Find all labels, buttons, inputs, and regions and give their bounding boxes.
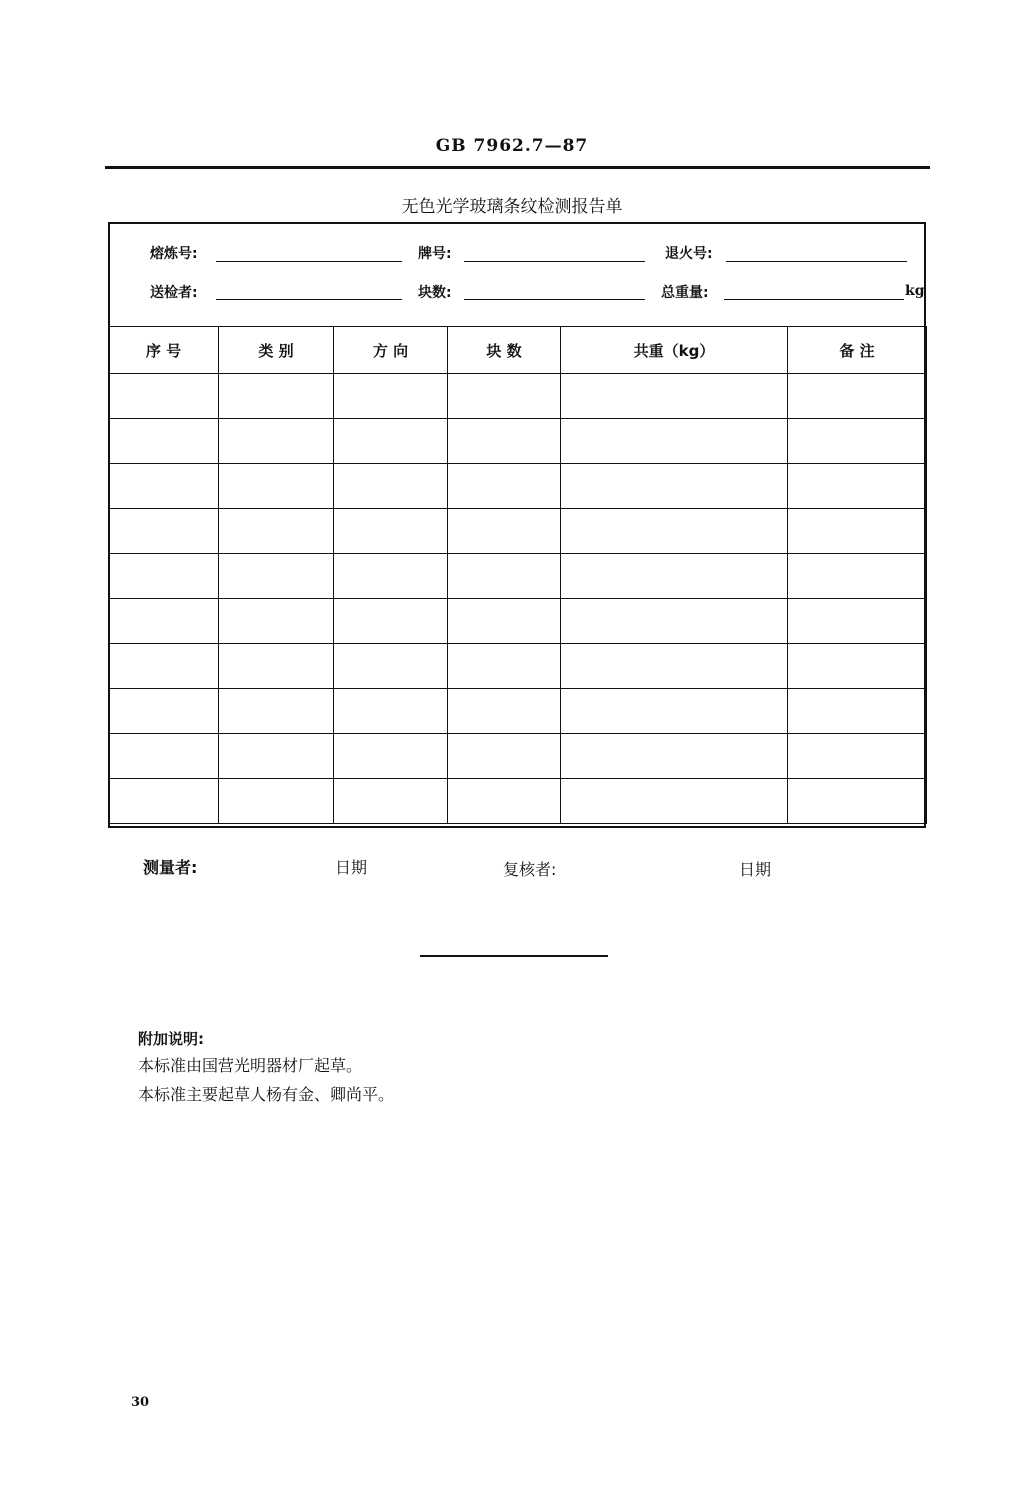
- table-cell[interactable]: [334, 554, 448, 599]
- table-cell[interactable]: [219, 509, 334, 554]
- table-cell[interactable]: [109, 554, 219, 599]
- table-cell[interactable]: [219, 734, 334, 779]
- inspection-records-table: [108, 326, 927, 824]
- note-line: 本标准由国营光明器材厂起草。: [138, 1056, 363, 1075]
- column-header-remarks: 备 注: [788, 327, 927, 374]
- page-number: 30: [131, 1395, 150, 1410]
- table-cell[interactable]: [109, 689, 219, 734]
- table-cell[interactable]: [561, 554, 788, 599]
- table-row: [109, 374, 927, 419]
- section-divider: [420, 955, 608, 957]
- table-cell[interactable]: [448, 644, 561, 689]
- table-row: [109, 554, 927, 599]
- reviewer-label: 复核者:: [503, 860, 557, 879]
- field-label-piece-count: 块数:: [418, 285, 452, 301]
- table-cell[interactable]: [219, 374, 334, 419]
- table-row: [109, 689, 927, 734]
- table-row: [109, 734, 927, 779]
- table-cell[interactable]: [788, 689, 927, 734]
- table-cell[interactable]: [334, 599, 448, 644]
- table-row: [109, 509, 927, 554]
- table-cell[interactable]: [334, 509, 448, 554]
- header-rule: [105, 166, 930, 169]
- field-label-melt-number: 熔炼号:: [150, 246, 198, 262]
- table-cell[interactable]: [219, 419, 334, 464]
- table-cell[interactable]: [334, 734, 448, 779]
- note-line: 本标准主要起草人杨有金、卿尚平。: [138, 1085, 395, 1104]
- table-cell[interactable]: [788, 374, 927, 419]
- table-cell[interactable]: [334, 689, 448, 734]
- table-cell[interactable]: [219, 464, 334, 509]
- table-cell[interactable]: [561, 464, 788, 509]
- table-cell[interactable]: [561, 374, 788, 419]
- table-cell[interactable]: [448, 509, 561, 554]
- annealing-number-input-line[interactable]: [726, 261, 907, 262]
- table-cell[interactable]: [334, 644, 448, 689]
- table-cell[interactable]: [109, 599, 219, 644]
- column-header-direction: 方 向: [334, 327, 448, 374]
- table-header-row: [109, 327, 927, 374]
- table-cell[interactable]: [219, 644, 334, 689]
- table-cell[interactable]: [788, 779, 927, 824]
- field-label-submitter: 送检者:: [150, 285, 198, 301]
- table-cell[interactable]: [448, 419, 561, 464]
- table-cell[interactable]: [561, 644, 788, 689]
- table-cell[interactable]: [561, 779, 788, 824]
- table-cell[interactable]: [448, 464, 561, 509]
- table-cell[interactable]: [788, 419, 927, 464]
- form-title: 无色光学玻璃条纹检测报告单: [401, 197, 623, 217]
- table-cell[interactable]: [109, 644, 219, 689]
- table-row: [109, 779, 927, 824]
- table-cell[interactable]: [334, 464, 448, 509]
- table-cell[interactable]: [109, 374, 219, 419]
- review-date-label: 日期: [739, 860, 772, 879]
- table-cell[interactable]: [448, 734, 561, 779]
- table-cell[interactable]: [788, 734, 927, 779]
- column-header-piece-count: 块 数: [448, 327, 561, 374]
- field-label-total-weight: 总重量:: [661, 285, 709, 301]
- piece-count-input-line[interactable]: [464, 299, 645, 300]
- table-cell[interactable]: [448, 374, 561, 419]
- melt-number-input-line[interactable]: [216, 261, 402, 262]
- column-header-category: 类 别: [219, 327, 334, 374]
- table-row: [109, 599, 927, 644]
- table-cell[interactable]: [788, 599, 927, 644]
- table-cell[interactable]: [788, 464, 927, 509]
- table-cell[interactable]: [109, 779, 219, 824]
- table-cell[interactable]: [561, 509, 788, 554]
- table-cell[interactable]: [109, 734, 219, 779]
- table-cell[interactable]: [788, 554, 927, 599]
- table-cell[interactable]: [334, 419, 448, 464]
- total-weight-unit: kg: [905, 283, 925, 299]
- table-cell[interactable]: [109, 464, 219, 509]
- table-row: [109, 644, 927, 689]
- column-header-total-weight: 共重（kg）: [561, 327, 788, 374]
- column-header-serial: 序 号: [109, 327, 219, 374]
- field-label-annealing-number: 退火号:: [665, 246, 713, 262]
- submitter-input-line[interactable]: [216, 299, 402, 300]
- table-cell[interactable]: [109, 419, 219, 464]
- table-cell[interactable]: [561, 689, 788, 734]
- field-label-grade: 牌号:: [418, 246, 452, 262]
- grade-input-line[interactable]: [464, 261, 645, 262]
- table-cell[interactable]: [334, 374, 448, 419]
- table-cell[interactable]: [109, 509, 219, 554]
- table-cell[interactable]: [219, 599, 334, 644]
- notes-title: 附加说明:: [138, 1030, 204, 1048]
- table-cell[interactable]: [219, 689, 334, 734]
- table-cell[interactable]: [561, 419, 788, 464]
- table-cell[interactable]: [561, 734, 788, 779]
- table-cell[interactable]: [219, 779, 334, 824]
- table-cell[interactable]: [334, 779, 448, 824]
- table-row: [109, 464, 927, 509]
- measure-date-label: 日期: [335, 858, 368, 877]
- table-cell[interactable]: [448, 599, 561, 644]
- measurer-label: 测量者:: [143, 858, 198, 877]
- table-cell[interactable]: [448, 689, 561, 734]
- table-cell[interactable]: [561, 599, 788, 644]
- table-cell[interactable]: [448, 779, 561, 824]
- standard-code: GB 7962.7—87: [435, 136, 589, 156]
- table-cell[interactable]: [788, 644, 927, 689]
- total-weight-input-line[interactable]: [724, 299, 904, 300]
- table-cell[interactable]: [788, 509, 927, 554]
- table-cell[interactable]: [219, 554, 334, 599]
- table-row: [109, 419, 927, 464]
- table-cell[interactable]: [448, 554, 561, 599]
